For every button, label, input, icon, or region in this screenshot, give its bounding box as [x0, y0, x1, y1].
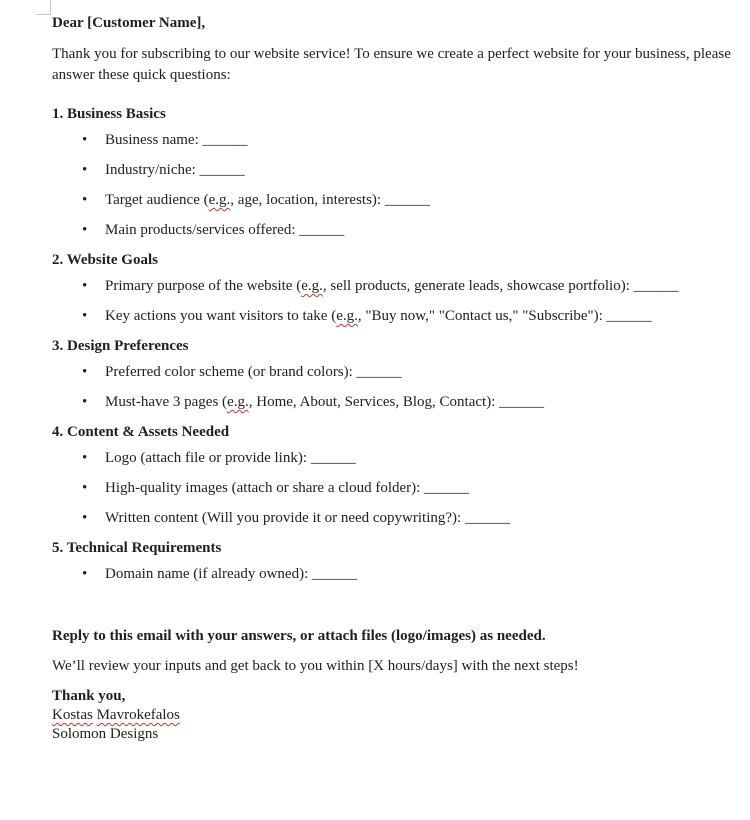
item-text: Logo (attach file or provide link): ______ [105, 450, 356, 466]
question-list [52, 277, 742, 325]
item-text: , "Buy now," "Contact us," "Subscribe"): ______ [357, 308, 652, 324]
section-business-basics [52, 105, 742, 239]
item-text: Main products/services offered: ______ [105, 222, 345, 238]
item-text: Preferred color scheme (or brand colors): ______ [105, 364, 402, 380]
item-text: Key actions you want visitors to take ( [105, 308, 337, 324]
section-heading: 3. Design Preferences [52, 338, 189, 354]
greeting: Dear [Customer Name], [52, 15, 206, 31]
list-item [52, 565, 742, 583]
list-item [52, 221, 742, 239]
item-text: Industry/niche: ______ [105, 162, 245, 178]
page-corner-mark [36, 0, 51, 15]
section-heading: 4. Content & Assets Needed [52, 424, 230, 440]
item-text: Must-have 3 pages ( [105, 394, 228, 410]
question-list [52, 363, 742, 411]
list-item [52, 161, 742, 179]
question-list [52, 131, 742, 239]
signature-first-name: Kostas [52, 707, 93, 723]
item-text: Business name: ______ [105, 132, 248, 148]
list-item [52, 363, 742, 381]
followup-note: We’ll review your inputs and get back to you within [X hours/days] with the next steps! [52, 658, 579, 674]
list-item [52, 393, 742, 411]
list-item [52, 277, 742, 295]
question-list [52, 565, 742, 583]
item-text: , Home, About, Services, Blog, Contact): ______ [248, 394, 545, 410]
intro-paragraph: Thank you for subscribing to our website service! To ensure we create a perfect website for your business, please answer these quick questions: [52, 46, 731, 83]
list-item [52, 509, 742, 527]
spellcheck-word: e.g. [301, 278, 323, 294]
signature-last-name: Mavrokefalos [96, 707, 180, 723]
spellcheck-word: e.g. [227, 394, 249, 410]
item-text: , sell products, generate leads, showcase portfolio): ______ [322, 278, 679, 294]
list-item [52, 131, 742, 149]
item-text: Written content (Will you provide it or need copywriting?): ______ [105, 510, 510, 526]
list-item [52, 191, 742, 209]
item-text: Primary purpose of the website ( [105, 278, 302, 294]
signature-name [52, 706, 742, 725]
list-item [52, 479, 742, 497]
section-heading: 5. Technical Requirements [52, 540, 222, 556]
list-item [52, 307, 742, 325]
section-content-assets [52, 423, 742, 527]
section-technical-requirements [52, 539, 742, 583]
item-text: Target audience ( [105, 192, 209, 208]
signature-block [52, 687, 742, 744]
signature-company: Solomon Designs [52, 726, 159, 742]
spellcheck-word: e.g. [208, 192, 231, 208]
signoff: Thank you, [52, 688, 126, 704]
section-website-goals [52, 251, 742, 325]
section-heading: 1. Business Basics [52, 106, 166, 122]
question-list [52, 449, 742, 527]
reply-instruction: Reply to this email with your answers, or attach files (logo/images) as needed. [52, 628, 546, 644]
section-heading: 2. Website Goals [52, 252, 158, 268]
section-design-preferences [52, 337, 742, 411]
email-document [52, 14, 742, 744]
item-text: Domain name (if already owned): ______ [105, 566, 358, 582]
item-text: High-quality images (attach or share a cloud folder): ______ [105, 480, 470, 496]
spellcheck-word: e.g. [336, 308, 358, 324]
list-item [52, 449, 742, 467]
item-text: , age, location, interests): ______ [230, 192, 430, 208]
